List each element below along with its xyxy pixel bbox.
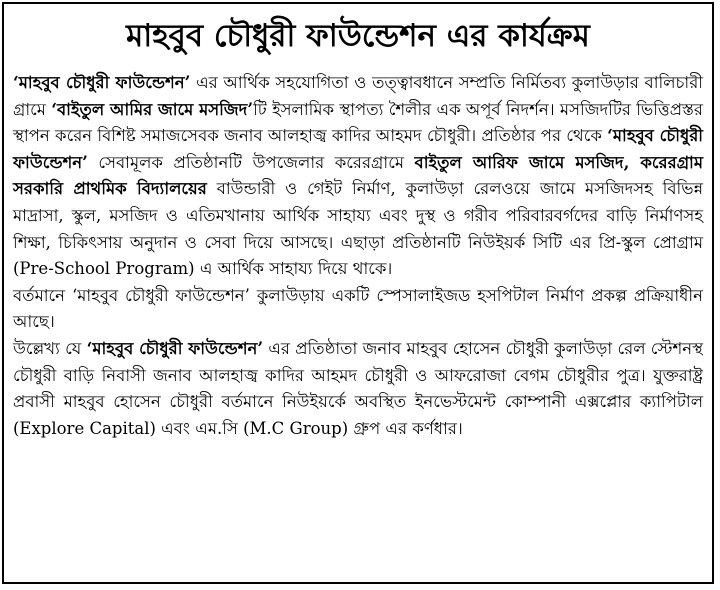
text-run: এর প্রতিষ্ঠাতা জনাব মাহবুব হোসেন চৌধুরী কুলাউড়া রেল স্টেশনস্থ চৌধুরী বাড়ি নিবাসী জনাব আলহাজ্ব কাদির আহমদ চৌধুরী ও আফরোজা বেগম চৌধুরীর পুত্র। যুক্তরাষ্ট্র প্রবাসী মাহবুব হোসেন চৌধুরী বর্তমানে নিউইয়র্কে অবস্থিত ইনভেস্টমেন্ট কোম্পানী এক্সপ্লোর ক্যাপিটাল (Explore Capital) এবং এম.সি (M.C Group) গ্রুপ এর কর্ণধার। xyxy=(13,338,703,438)
text-run: টি ইসলামিক স্থাপত্য শৈলীর এক অপূর্ব নিদর্শন। মসজিদটির ভিত্তিপ্রস্তর স্থাপন করেন বিশিষ্ট সমাজসেবক জনাব আলহাজ্ব কাদির আহমদ চৌধুরী। প্রতিষ্ঠার পর থেকে xyxy=(13,99,703,146)
text-run: বাউন্ডারী ও গেইট নির্মাণ, কুলাউড়া রেলওয়ে জামে মসজিদসহ বিভিন্ন মাদ্রাসা, স্কুল, মসজিদ ও এতিমখানায় আর্থিক সাহায্য এবং দুস্থ ও গরীব পরিবারবর্গদের বাড়ি নির্মাণসহ শিক্ষা, চিকিৎসায় অনুদান ও সেবা দিয়ে আসছে। এছাড়া প্রতিষ্ঠানটি নিউইয়র্ক সিটি এর প্রি-স্কুল প্রোগ্রাম (Pre-School Program) এ আর্থিক সাহায্য দিয়ে থাকে। xyxy=(13,179,703,279)
text-run: ‘মাহবুব চৌধুরী ফাউন্ডেশন’ xyxy=(13,126,703,172)
text-run: ‘মাহবুব চৌধুরী ফাউন্ডেশন’ xyxy=(13,73,191,92)
document-frame xyxy=(2,2,714,584)
paragraph-hospital xyxy=(13,283,703,336)
text-run: বর্তমানে ‘মাহবুব চৌধুরী ফাউন্ডেশন’ কুলাউড়ায় একটি স্পেসালাইজড হসপিটাল নির্মাণ প্রকল্প প্রক্রিয়াধীন আছে। xyxy=(13,285,703,332)
paragraph-activities xyxy=(13,70,703,283)
paragraph-founder xyxy=(13,336,703,442)
text-run: বাইতুল আরিফ জামে মসজিদ, করেরগ্রাম সরকারি প্রাথমিক বিদ্যালয়ের xyxy=(13,152,703,199)
text-run: সেবামূলক প্রতিষ্ঠানটি উপজেলার করেরগ্রামে xyxy=(87,152,415,172)
text-run: ‘বাইতুল আমির জামে মসজিদ’ xyxy=(51,99,254,119)
text-run: উল্লেখ্য যে xyxy=(13,338,87,358)
page-title: মাহবুব চৌধুরী ফাউন্ডেশন এর কার্যক্রম xyxy=(126,18,590,54)
text-run: এর আর্থিক সহযোগিতা ও তত্ত্বাবধানে সম্প্রতি নির্মিতব্য কুলাউড়ার বালিচারী গ্রামে xyxy=(13,73,703,119)
text-run: ‘মাহবুব চৌধুরী ফাউন্ডেশন’ xyxy=(86,338,264,358)
